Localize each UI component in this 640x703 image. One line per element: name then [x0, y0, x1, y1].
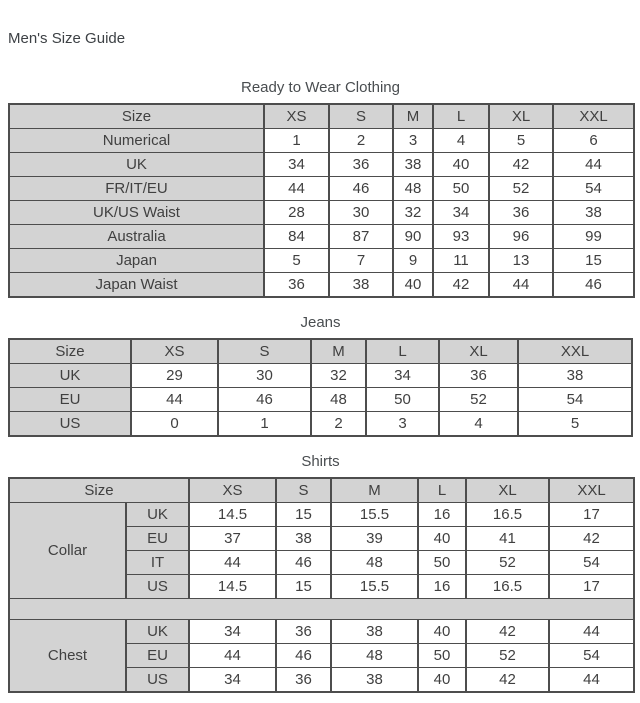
- size-value-cell: 34: [189, 668, 276, 693]
- table-row-us: [9, 412, 632, 437]
- column-header-l: L: [418, 478, 466, 503]
- size-value-cell: 13: [489, 249, 553, 273]
- column-header-size: Size: [9, 478, 189, 503]
- size-value-cell: 38: [393, 153, 433, 177]
- table-header-row: [9, 478, 634, 503]
- column-header-xs: XS: [189, 478, 276, 503]
- group-separator-row: [9, 599, 634, 620]
- size-value-cell: 52: [439, 388, 518, 412]
- column-header-xl: XL: [466, 478, 549, 503]
- size-value-cell: 15: [276, 503, 331, 527]
- size-value-cell: 50: [433, 177, 489, 201]
- size-value-cell: 50: [366, 388, 439, 412]
- size-value-cell: 52: [466, 644, 549, 668]
- size-value-cell: 40: [393, 273, 433, 298]
- size-value-cell: 40: [418, 620, 466, 644]
- table-caption: Jeans: [300, 314, 341, 331]
- table-section-jeans: [8, 314, 633, 437]
- table-caption: Shirts: [301, 453, 340, 470]
- size-value-cell: 5: [489, 129, 553, 153]
- size-table-ready-to-wear-clothing: [8, 103, 635, 298]
- table-row-fr-it-eu: [9, 177, 634, 201]
- size-value-cell: 29: [131, 364, 218, 388]
- size-value-cell: 36: [276, 668, 331, 693]
- column-header-xs: XS: [264, 104, 329, 129]
- size-value-cell: 52: [489, 177, 553, 201]
- size-value-cell: 99: [553, 225, 634, 249]
- row-label-uk: UK: [126, 620, 189, 644]
- size-value-cell: 38: [518, 364, 632, 388]
- size-value-cell: 34: [189, 620, 276, 644]
- row-label-uk: UK: [9, 153, 264, 177]
- size-value-cell: 44: [489, 273, 553, 298]
- column-header-xxl: XXL: [553, 104, 634, 129]
- table-caption: Ready to Wear Clothing: [241, 79, 400, 96]
- table-row-chest-uk: [9, 620, 634, 644]
- size-value-cell: 38: [331, 620, 418, 644]
- size-value-cell: 6: [553, 129, 634, 153]
- column-header-s: S: [329, 104, 393, 129]
- column-header-xxl: XXL: [518, 339, 632, 364]
- row-label-us: US: [126, 575, 189, 599]
- column-header-m: M: [311, 339, 366, 364]
- size-value-cell: 14.5: [189, 575, 276, 599]
- page-title: Men's Size Guide: [8, 30, 126, 47]
- size-value-cell: 44: [553, 153, 634, 177]
- size-value-cell: 44: [264, 177, 329, 201]
- column-header-size: Size: [9, 339, 131, 364]
- size-value-cell: 15: [276, 575, 331, 599]
- column-header-xl: XL: [489, 104, 553, 129]
- size-value-cell: 42: [433, 273, 489, 298]
- size-value-cell: 46: [218, 388, 311, 412]
- table-header-row: [9, 104, 634, 129]
- column-header-l: L: [366, 339, 439, 364]
- row-label-eu: EU: [126, 644, 189, 668]
- size-value-cell: 4: [433, 129, 489, 153]
- size-value-cell: 11: [433, 249, 489, 273]
- size-value-cell: 30: [218, 364, 311, 388]
- size-value-cell: 38: [329, 273, 393, 298]
- column-header-size: Size: [9, 104, 264, 129]
- row-label-japan-waist: Japan Waist: [9, 273, 264, 298]
- table-row-australia: [9, 225, 634, 249]
- size-value-cell: 54: [549, 644, 634, 668]
- size-value-cell: 38: [331, 668, 418, 693]
- table-row-uk: [9, 153, 634, 177]
- size-value-cell: 1: [218, 412, 311, 437]
- size-value-cell: 48: [311, 388, 366, 412]
- size-value-cell: 15.5: [331, 503, 418, 527]
- size-value-cell: 36: [264, 273, 329, 298]
- size-value-cell: 48: [393, 177, 433, 201]
- size-value-cell: 40: [433, 153, 489, 177]
- size-value-cell: 0: [131, 412, 218, 437]
- row-label-us: US: [126, 668, 189, 693]
- table-section-shirts: [8, 453, 633, 693]
- group-label-collar: Collar: [9, 503, 126, 599]
- size-value-cell: 44: [549, 620, 634, 644]
- size-value-cell: 32: [393, 201, 433, 225]
- table-row-collar-uk: [9, 503, 634, 527]
- row-label-it: IT: [126, 551, 189, 575]
- size-value-cell: 44: [189, 551, 276, 575]
- column-header-m: M: [393, 104, 433, 129]
- row-label-eu: EU: [9, 388, 131, 412]
- size-value-cell: 96: [489, 225, 553, 249]
- table-row-japan-waist: [9, 273, 634, 298]
- size-value-cell: 34: [264, 153, 329, 177]
- size-value-cell: 36: [276, 620, 331, 644]
- size-value-cell: 15.5: [331, 575, 418, 599]
- table-row-numerical: [9, 129, 634, 153]
- row-label-australia: Australia: [9, 225, 264, 249]
- size-value-cell: 48: [331, 644, 418, 668]
- size-value-cell: 17: [549, 575, 634, 599]
- size-value-cell: 42: [466, 668, 549, 693]
- size-value-cell: 7: [329, 249, 393, 273]
- size-value-cell: 36: [329, 153, 393, 177]
- row-label-fr-it-eu: FR/IT/EU: [9, 177, 264, 201]
- size-table-shirts: [8, 477, 635, 693]
- column-header-l: L: [433, 104, 489, 129]
- size-value-cell: 16: [418, 503, 466, 527]
- size-value-cell: 42: [466, 620, 549, 644]
- size-value-cell: 50: [418, 644, 466, 668]
- size-value-cell: 38: [553, 201, 634, 225]
- column-header-xs: XS: [131, 339, 218, 364]
- size-value-cell: 40: [418, 527, 466, 551]
- size-value-cell: 84: [264, 225, 329, 249]
- size-value-cell: 3: [393, 129, 433, 153]
- row-label-japan: Japan: [9, 249, 264, 273]
- column-header-m: M: [331, 478, 418, 503]
- size-value-cell: 44: [131, 388, 218, 412]
- size-value-cell: 54: [518, 388, 632, 412]
- size-guide-tables: [8, 79, 632, 693]
- size-value-cell: 46: [276, 644, 331, 668]
- size-value-cell: 28: [264, 201, 329, 225]
- size-value-cell: 54: [553, 177, 634, 201]
- size-table-jeans: [8, 338, 633, 437]
- size-value-cell: 32: [311, 364, 366, 388]
- size-value-cell: 4: [439, 412, 518, 437]
- size-value-cell: 52: [466, 551, 549, 575]
- size-value-cell: 9: [393, 249, 433, 273]
- table-row-eu: [9, 388, 632, 412]
- row-label-uk: UK: [9, 364, 131, 388]
- size-value-cell: 90: [393, 225, 433, 249]
- size-value-cell: 34: [366, 364, 439, 388]
- size-value-cell: 36: [439, 364, 518, 388]
- size-value-cell: 3: [366, 412, 439, 437]
- size-value-cell: 93: [433, 225, 489, 249]
- size-value-cell: 46: [329, 177, 393, 201]
- column-header-xl: XL: [439, 339, 518, 364]
- size-value-cell: 16: [418, 575, 466, 599]
- size-value-cell: 2: [311, 412, 366, 437]
- row-label-eu: EU: [126, 527, 189, 551]
- column-header-xxl: XXL: [549, 478, 634, 503]
- size-value-cell: 38: [276, 527, 331, 551]
- row-label-uk-us-waist: UK/US Waist: [9, 201, 264, 225]
- size-value-cell: 50: [418, 551, 466, 575]
- size-value-cell: 5: [264, 249, 329, 273]
- row-label-uk: UK: [126, 503, 189, 527]
- size-value-cell: 44: [189, 644, 276, 668]
- row-label-numerical: Numerical: [9, 129, 264, 153]
- size-value-cell: 17: [549, 503, 634, 527]
- size-value-cell: 44: [549, 668, 634, 693]
- size-value-cell: 54: [549, 551, 634, 575]
- size-value-cell: 37: [189, 527, 276, 551]
- size-value-cell: 41: [466, 527, 549, 551]
- table-row-japan: [9, 249, 634, 273]
- size-value-cell: 48: [331, 551, 418, 575]
- size-value-cell: 5: [518, 412, 632, 437]
- group-label-chest: Chest: [9, 620, 126, 693]
- size-value-cell: 46: [553, 273, 634, 298]
- row-label-us: US: [9, 412, 131, 437]
- group-separator-cell: [9, 599, 634, 620]
- size-value-cell: 36: [489, 201, 553, 225]
- size-value-cell: 1: [264, 129, 329, 153]
- size-value-cell: 16.5: [466, 575, 549, 599]
- size-value-cell: 42: [549, 527, 634, 551]
- size-value-cell: 42: [489, 153, 553, 177]
- size-value-cell: 40: [418, 668, 466, 693]
- table-row-uk-us-waist: [9, 201, 634, 225]
- size-value-cell: 2: [329, 129, 393, 153]
- size-value-cell: 30: [329, 201, 393, 225]
- size-value-cell: 39: [331, 527, 418, 551]
- column-header-s: S: [276, 478, 331, 503]
- column-header-s: S: [218, 339, 311, 364]
- size-value-cell: 87: [329, 225, 393, 249]
- size-value-cell: 15: [553, 249, 634, 273]
- size-value-cell: 14.5: [189, 503, 276, 527]
- table-row-uk: [9, 364, 632, 388]
- table-section-ready-to-wear-clothing: [8, 79, 633, 298]
- size-value-cell: 46: [276, 551, 331, 575]
- table-header-row: [9, 339, 632, 364]
- size-value-cell: 16.5: [466, 503, 549, 527]
- size-value-cell: 34: [433, 201, 489, 225]
